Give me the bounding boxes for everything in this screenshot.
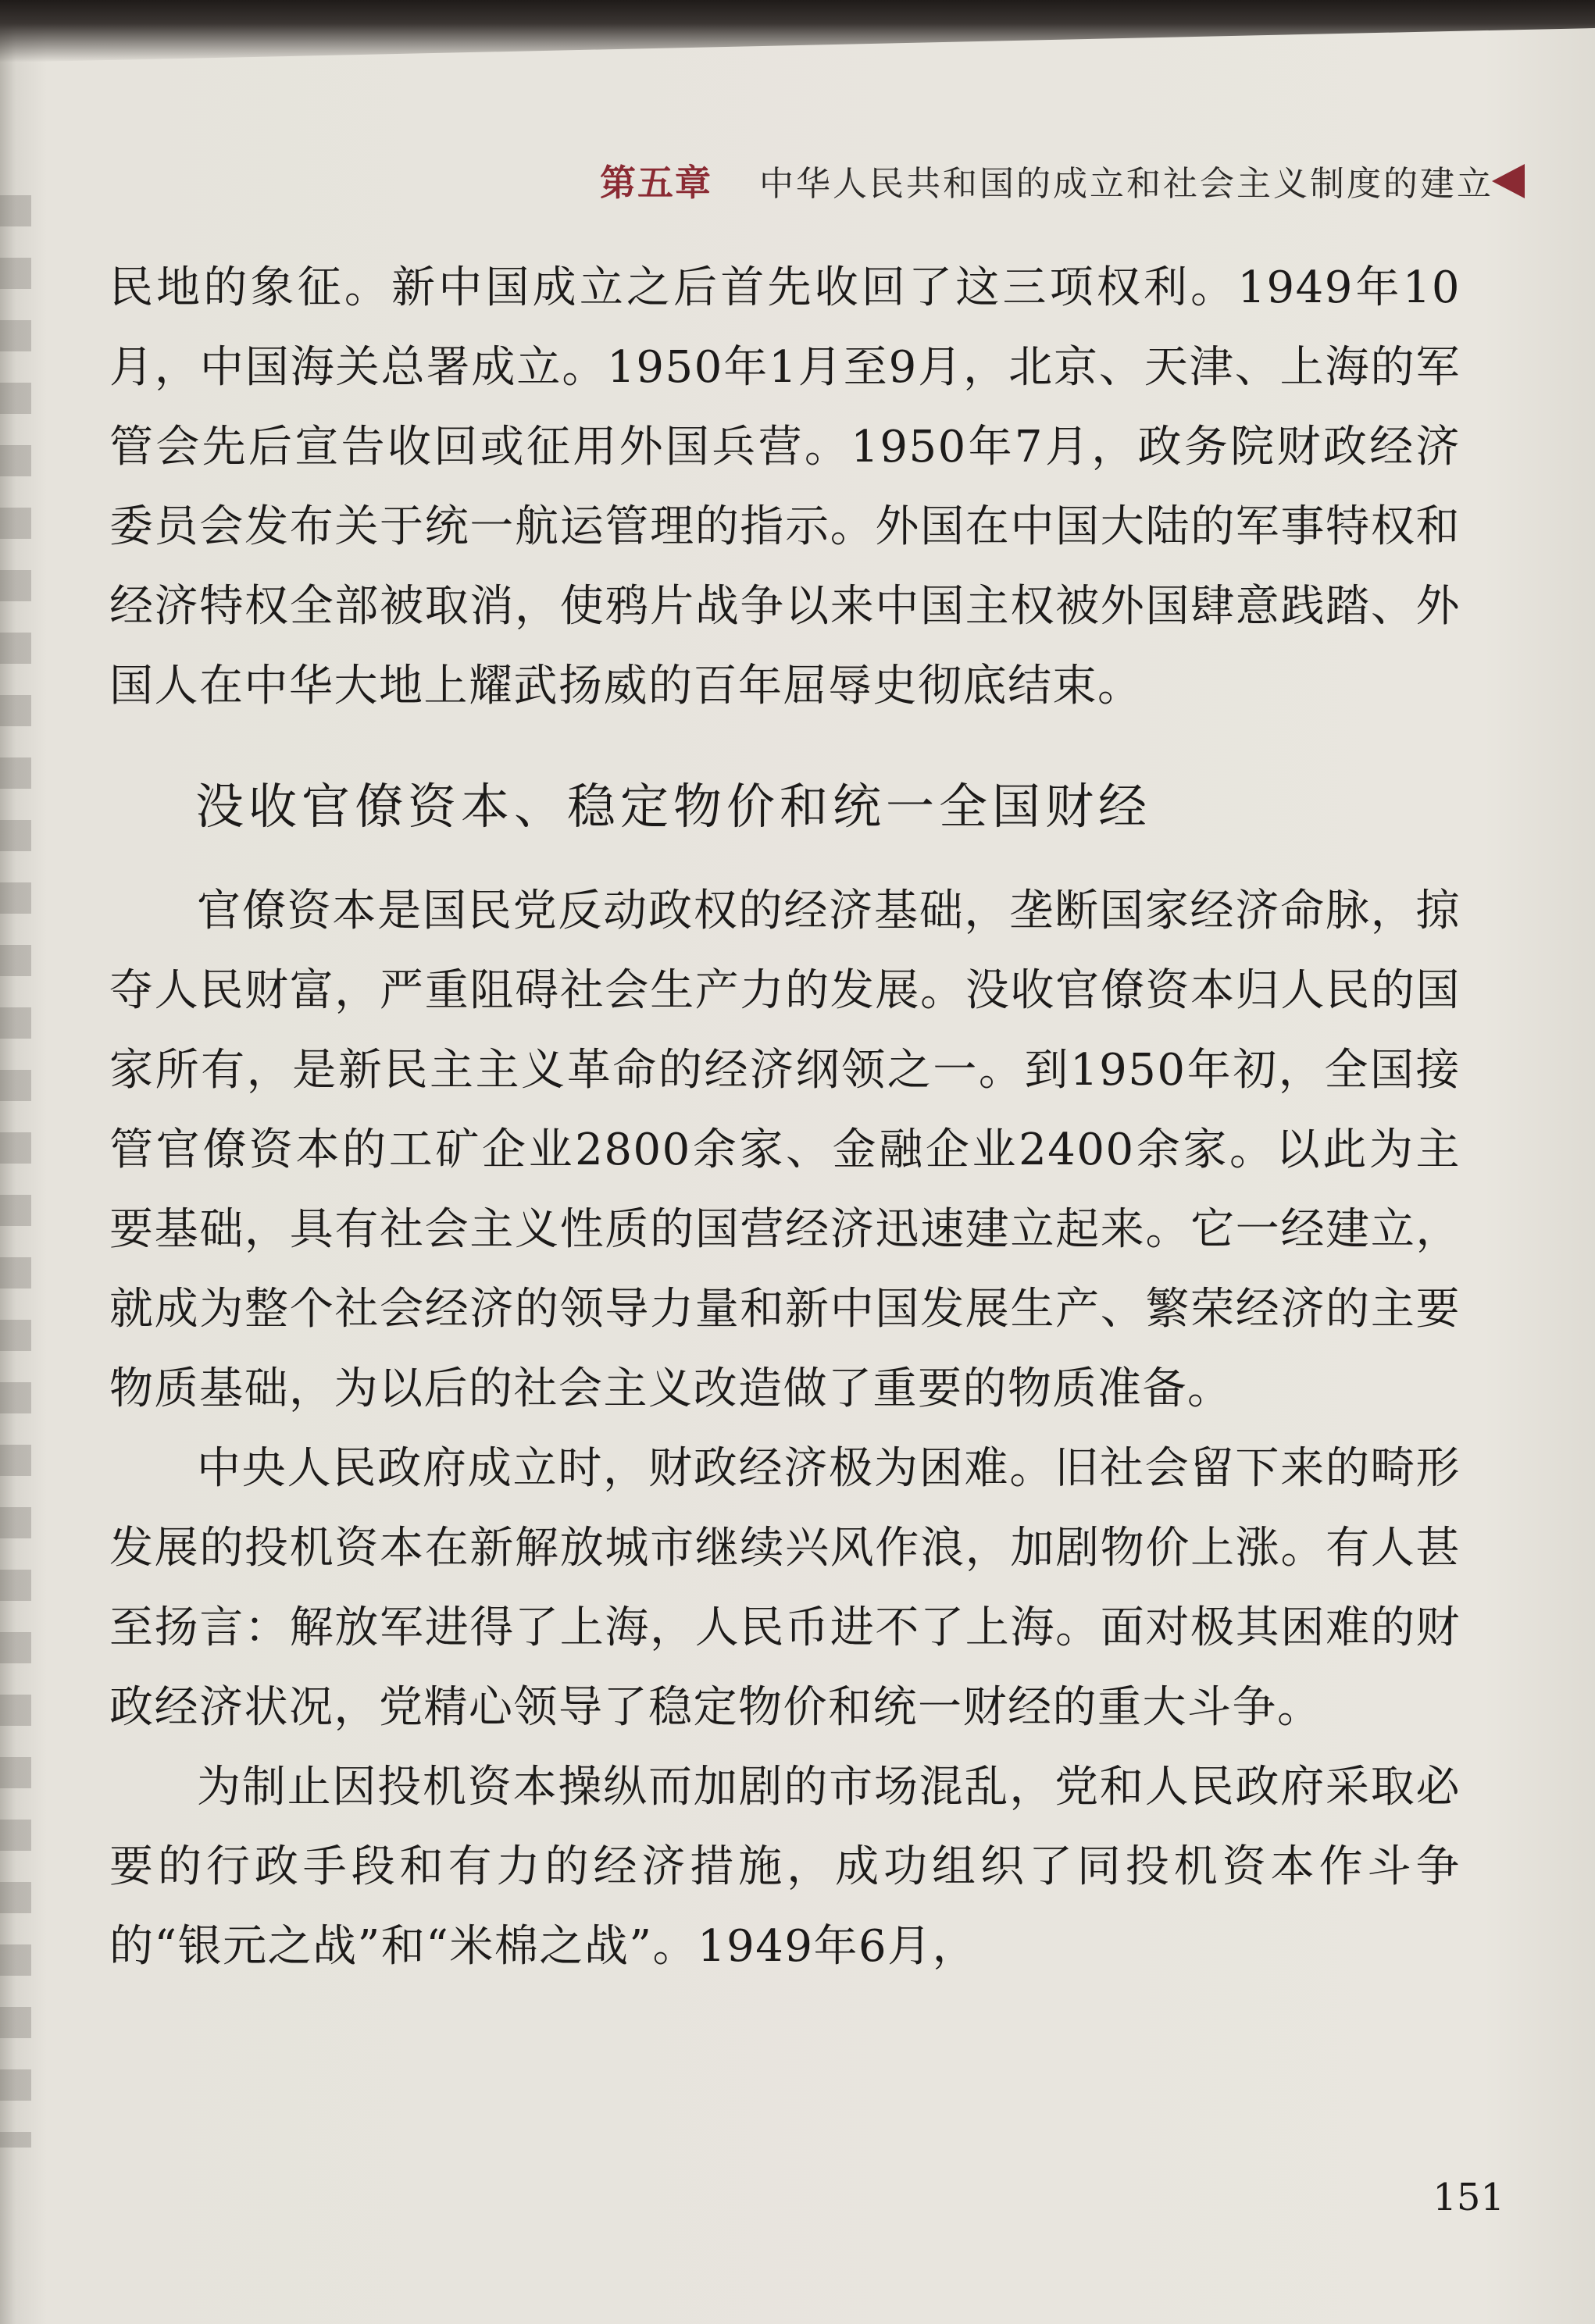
header-arrow-icon [1492, 164, 1525, 198]
page-number: 151 [1433, 2176, 1504, 2219]
section-heading: 没收官僚资本、稳定物价和统一全国财经 [195, 778, 1152, 835]
paragraph: 为制止因投机资本操纵而加剧的市场混乱，党和人民政府采取必要的行政手段和有力的经济措施，成功组织了同投机资本作斗争的“银元之战”和“米棉之战”。1949年6月， [109, 1762, 1461, 1972]
paragraph: 官僚资本是国民党反动政权的经济基础，垄断国家经济命脉，掠夺人民财富，严重阻碍社会生产力的发展。没收官僚资本归人民的国家所有，是新民主主义革命的经济纲领之一。到1950年初，全国接管官僚资本的工矿企业2800余家、金融企业2400余家。以此为主要基础，具有社会主义性质的国营经济迅速建立起来。它一经建立，就成为整个社会经济的领导力量和新中国发展生产、繁荣经济的主要物质基础，为以后的社会主义改造做了重要的物质准备。 [109, 886, 1461, 1414]
paragraph: 中央人民政府成立时，财政经济极为困难。旧社会留下来的畸形发展的投机资本在新解放城市继续兴风作浪，加剧物价上涨。有人甚至扬言：解放军进得了上海，人民币进不了上海。面对极其困难的财政经济状况，党精心领导了稳定物价和统一财经的重大斗争。 [109, 1443, 1461, 1733]
paragraph-continued: 民地的象征。新中国成立之后首先收回了这三项权利。1949年10月，中国海关总署成立。1950年1月至9月，北京、天津、上海的军管会先后宣告收回或征用外国兵营。1950年7月，政务院财政经济委员会发布关于统一航运管理的指示。外国在中国大陆的军事特权和经济特权全部被取消，使鸦片战争以来中国主权被外国肆意践踏、外国人在中华大地上耀武扬威的百年屈辱史彻底结束。 [109, 262, 1461, 711]
running-header [437, 153, 1493, 208]
chapter-title: 中华人民共和国的成立和社会主义制度的建立 [759, 164, 1493, 204]
page-top-shadow [0, 0, 1595, 62]
page-left-edge [0, 195, 31, 2148]
chapter-label: 第五章 [600, 162, 712, 204]
body-text [109, 248, 1461, 1987]
